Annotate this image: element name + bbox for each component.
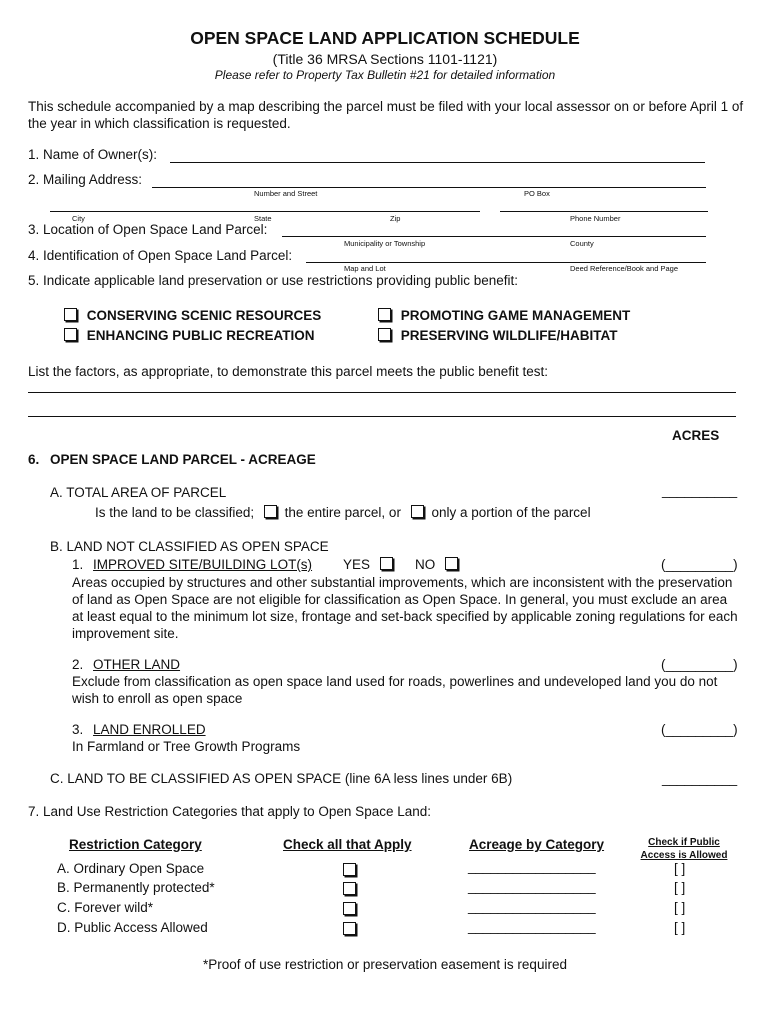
game-checkbox[interactable] [378,308,391,321]
category-acreage-d[interactable]: _________________ [468,919,596,934]
category-label-c: C. Forever wild* [57,900,154,915]
restrictions-label: 5. Indicate applicable land preservation or use restrictions providing public benefit: [28,273,519,288]
other-land-acres-field[interactable]: (_________) [661,657,738,672]
land-enrolled-label: LAND ENROLLED [93,722,206,737]
public-access-header-line2: Access is Allowed [640,850,728,861]
owner-label: 1. Name of Owner(s): [28,147,158,162]
phone-caption: Phone Number [570,214,621,223]
category-label-a: A. Ordinary Open Space [57,861,205,876]
improved-site-number: 1. [72,557,84,572]
category-checkbox-b[interactable] [343,882,356,895]
other-land-number: 2. [72,657,84,672]
recreation-checkbox[interactable] [64,328,77,341]
zip-caption: Zip [390,214,401,223]
not-classified-label: B. LAND NOT CLASSIFIED AS OPEN SPACE [50,539,329,554]
check-all-header: Check all that Apply [283,837,412,852]
improved-site-acres-field[interactable]: (_________) [661,557,738,572]
total-area-label: A. TOTAL AREA OF PARCEL [50,485,227,500]
public-access-header [636,836,732,862]
land-enrolled-number: 3. [72,722,84,737]
city-caption: City [72,214,85,223]
public-access-check-a[interactable]: [ ] [674,861,686,876]
yes-checkbox[interactable] [380,557,393,570]
public-access-check-c[interactable]: [ ] [674,900,686,915]
public-access-header-line1: Check if Public [648,837,720,848]
portion-parcel-checkbox[interactable] [411,505,424,518]
improved-site-label: IMPROVED SITE/BUILDING LOT(s) [93,557,313,572]
other-land-label: OTHER LAND [93,657,181,672]
improved-yes-option[interactable] [343,557,393,572]
page-subtitle: (Title 36 MRSA Sections 1101-1121) [272,51,498,67]
po-box-caption: PO Box [524,189,550,198]
improved-no-option[interactable] [415,557,458,572]
improved-site-row [72,557,312,572]
section-6-heading: OPEN SPACE LAND PARCEL - ACREAGE [50,452,316,467]
no-label: NO [415,557,436,572]
location-label: 3. Location of Open Space Land Parcel: [28,222,268,237]
identification-field[interactable] [306,262,706,263]
category-acreage-c[interactable]: _________________ [468,899,596,914]
land-enrolled-acres-field[interactable]: (_________) [661,722,738,737]
game-label: PROMOTING GAME MANAGEMENT [400,308,631,323]
benefit-scenic-option[interactable] [64,308,321,323]
page-title: OPEN SPACE LAND APPLICATION SCHEDULE [190,28,580,48]
scenic-checkbox[interactable] [64,308,77,321]
classified-question: Is the land to be classified; [95,505,255,520]
factors-line-2[interactable] [28,416,736,417]
yes-label: YES [343,557,371,572]
public-access-check-d[interactable]: [ ] [674,920,686,935]
benefit-wildlife-option[interactable] [378,328,618,343]
acreage-category-header: Acreage by Category [469,837,605,852]
owner-name-field[interactable] [170,162,705,163]
category-checkbox-d[interactable] [343,922,356,935]
restriction-category-header: Restriction Category [69,837,202,852]
number-street-caption: Number and Street [254,189,318,198]
category-checkbox-a[interactable] [343,863,356,876]
factors-label: List the factors, as appropriate, to demonstrate this parcel meets the public benefit test: [28,364,549,379]
phone-number-field[interactable] [500,211,708,212]
proof-footnote: *Proof of use restriction or preservation easement is required [203,957,567,972]
category-acreage-b[interactable]: _________________ [468,879,596,894]
identification-label: 4. Identification of Open Space Land Parcel: [28,248,293,263]
classified-question-row [95,505,591,520]
classified-open-space-label: C. LAND TO BE CLASSIFIED AS OPEN SPACE (line 6A less lines under 6B) [50,771,513,786]
recreation-label: ENHANCING PUBLIC RECREATION [86,328,315,343]
section-6-number: 6. [28,452,40,467]
category-label-d: D. Public Access Allowed [57,920,208,935]
land-enrolled-description: In Farmland or Tree Growth Programs [72,739,301,754]
total-area-field[interactable]: __________ [662,483,738,498]
acres-column-header: ACRES [672,428,720,443]
factors-line-1[interactable] [28,392,736,393]
county-caption: County [570,239,594,248]
location-field[interactable] [282,236,706,237]
land-enrolled-row [72,722,206,737]
other-land-description: Exclude from classification as open space land used for roads, powerlines and undeveloped land you do not wish to enroll as open space [72,674,718,706]
scenic-label: CONSERVING SCENIC RESOURCES [86,308,322,323]
portion-parcel-label: only a portion of the parcel [431,505,591,520]
mailing-street-field[interactable] [152,187,706,188]
category-label-b: B. Permanently protected* [57,880,215,895]
map-lot-caption: Map and Lot [344,264,386,273]
benefit-game-option[interactable] [378,308,630,323]
no-checkbox[interactable] [445,557,458,570]
municipality-caption: Municipality or Township [344,239,426,248]
city-state-zip-field[interactable] [50,211,480,212]
classified-open-space-field[interactable]: __________ [662,771,738,786]
deed-caption: Deed Reference/Book and Page [570,264,678,273]
category-checkbox-c[interactable] [343,902,356,915]
section-7-heading: 7. Land Use Restriction Categories that apply to Open Space Land: [28,804,431,819]
category-acreage-a[interactable]: _________________ [468,859,596,874]
wildlife-label: PRESERVING WILDLIFE/HABITAT [400,328,618,343]
intro-paragraph: This schedule accompanied by a map describing the parcel must be filed with your local assessor on or before April 1 of the year in which classification is requested. [28,99,744,131]
public-access-check-b[interactable]: [ ] [674,880,686,895]
improved-site-description: Areas occupied by structures and other substantial improvements, which are inconsistent with the preservation of land as Open Space are not eligible for classification as Open Space. In general, you must exclude an area at least equal to the minimum lot size, frontage and set-back specified by applicable zoning regulations for each improvement site. [72,575,738,641]
entire-parcel-label: the entire parcel, or [284,505,401,520]
wildlife-checkbox[interactable] [378,328,391,341]
state-caption: State [254,214,272,223]
entire-parcel-checkbox[interactable] [264,505,277,518]
mailing-address-label: 2. Mailing Address: [28,172,143,187]
reference-note: Please refer to Property Tax Bulletin #21 for detailed information [214,68,556,82]
benefit-recreation-option[interactable] [64,328,315,343]
other-land-row [72,657,180,672]
